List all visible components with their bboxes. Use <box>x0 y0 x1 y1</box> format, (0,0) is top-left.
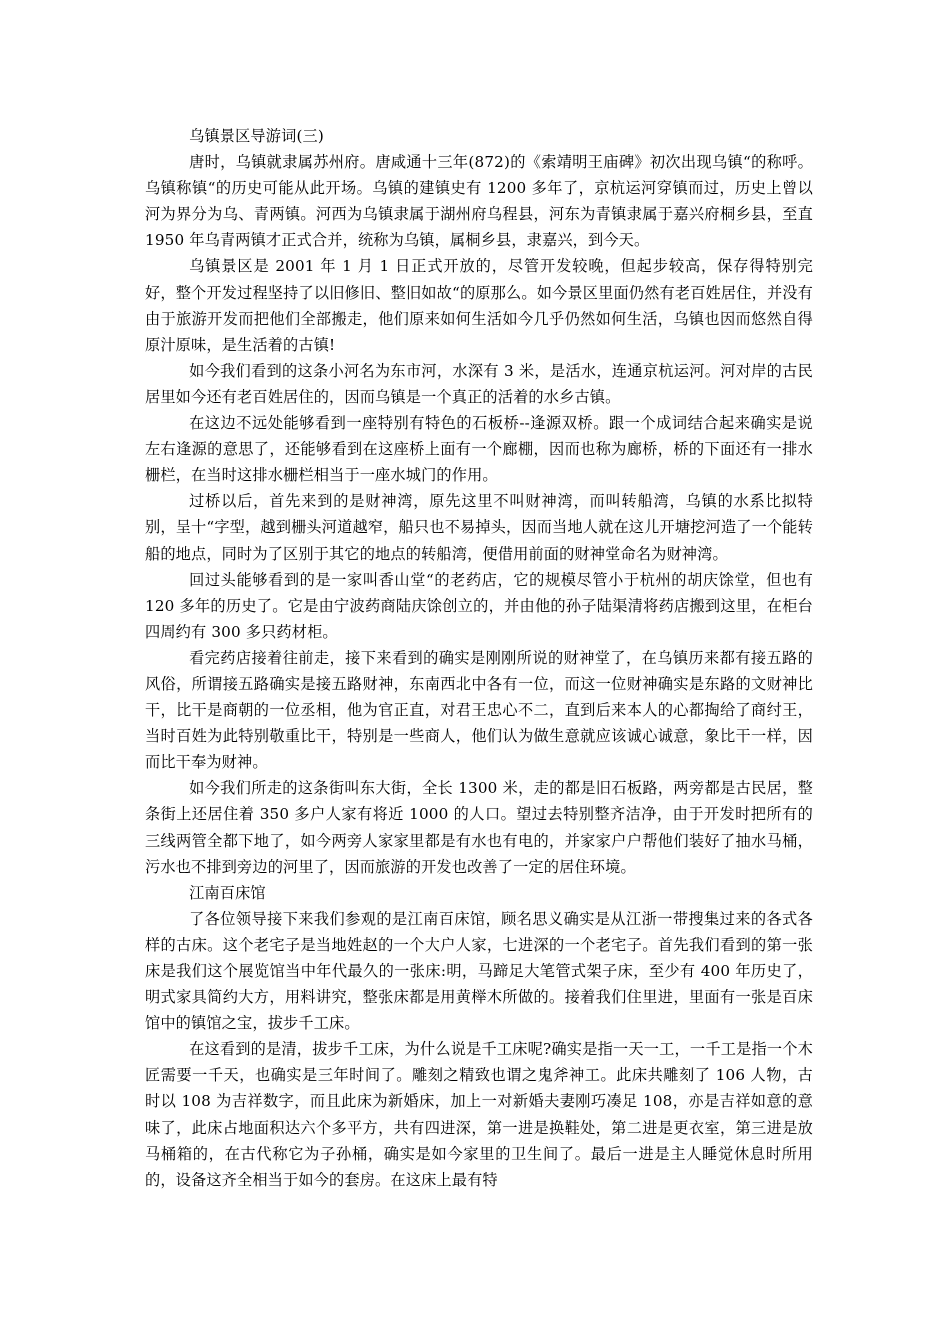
paragraph: 在这边不远处能够看到一座特别有特色的石板桥--逢源双桥。跟一个成词结合起来确实是说左右逢源的意思了，还能够看到在这座桥上面有一个廊棚，因而也称为廊桥，桥的下面还有一排水栅栏，在当时这排水栅栏相当于一座水城门的作用。 <box>145 414 813 485</box>
paragraph: 看完药店接着往前走，接下来看到的确实是刚刚所说的财神堂了，在乌镇历来都有接五路的风俗，所谓接五路确实是接五路财神，东南西北中各有一位，而这一位财神确实是东路的文财神比干，比干是商朝的一位丞相，他为官正直，对君王忠心不二，直到后来本人的心都掏给了商纣王，当时百姓为此特别敬重比干，特别是一些商人，他们认为做生意就应该诚心诚意，象比干一样，因而比干奉为财神。 <box>145 648 813 772</box>
paragraph: 乌镇景区是 2001 年 1 月 1 日正式开放的，尽管开发较晚，但起步较高，保存得特别完好，整个开发过程坚持了以旧修旧、整旧如故“的原那么。如今景区里面仍然有老百姓居住，并没有由于旅游开发而把他们全部搬走，他们原来如何生活如今几乎仍然如何生活，乌镇也因而悠然自得原汁原味，是生活着的古镇! <box>145 257 813 354</box>
paragraph: 如今我们看到的这条小河名为东市河，水深有 3 米，是活水，连通京杭运河。河对岸的古民居里如今还有老百姓居住的，因而乌镇是一个真正的活着的水乡古镇。 <box>145 361 813 406</box>
section-heading: 江南百床馆 <box>189 883 266 902</box>
paragraph: 在这看到的是清，拔步千工床，为什么说是千工床呢?确实是指一天一工，一千工是指一个木匠需要一千天，也确实是三年时间了。雕刻之精致也谓之鬼斧神工。此床共雕刻了 106 人物，古时以 108 为吉祥数字，而且此床为新婚床，加上一对新婚夫妻刚巧凑足 108，亦是吉祥如意的意味了，此床占地面积达六个多平方，共有四进深，第一进是换鞋处，第二进是更衣室，第三进是放马桶箱的，在古代称它为子孙桶，确实是如今家里的卫生间了。最后一进是主人睡觉休息时所用的，设备这齐全相当于如今的套房。在这床上最有特 <box>145 1040 813 1189</box>
document-page <box>145 123 813 1193</box>
paragraph: 回过头能够看到的是一家叫香山堂“的老药店，它的规模尽管小于杭州的胡庆馀堂，但也有 120 多年的历史了。它是由宁波药商陆庆馀创立的，并由他的孙子陆渠清将药店搬到这里，在柜台四周约有 300 多只药材柜。 <box>145 570 813 641</box>
paragraph: 过桥以后，首先来到的是财神湾，原先这里不叫财神湾，而叫转船湾，乌镇的水系比拟特别，呈十“字型，越到栅头河道越窄，船只也不易掉头，因而当地人就在这儿开塘挖河造了一个能转船的地点，同时为了区别于其它的地点的转船湾，便借用前面的财神堂命名为财神湾。 <box>145 492 813 563</box>
paragraph: 唐时，乌镇就隶属苏州府。唐咸通十三年(872)的《索靖明王庙碑》初次出现乌镇“的称呼。乌镇称镇“的历史可能从此开场。乌镇的建镇史有 1200 多年了，京杭运河穿镇而过，历史上曾以河为界分为乌、青两镇。河西为乌镇隶属于湖州府乌程县，河东为青镇隶属于嘉兴府桐乡县，至直 1950 年乌青两镇才正式合并，统称为乌镇，属桐乡县，隶嘉兴，到今天。 <box>145 153 813 250</box>
paragraph: 了各位领导接下来我们参观的是江南百床馆，顾名思义确实是从江浙一带搜集过来的各式各样的古床。这个老宅子是当地姓赵的一个大户人家，七进深的一个老宅子。首先我们看到的第一张床是我们这个展览馆当中年代最久的一张床:明，马蹄足大笔管式架子床，至少有 400 年历史了，明式家具简约大方，用料讲究，整张床都是用黄榉木所做的。接着我们住里进，里面有一张是百床馆中的镇馆之宝，拔步千工床。 <box>145 909 813 1033</box>
document-title: 乌镇景区导游词(三) <box>189 127 324 145</box>
paragraph: 如今我们所走的这条街叫东大街，全长 1300 米，走的都是旧石板路，两旁都是古民居，整条街上还居住着 350 多户人家有将近 1000 的人口。望过去特别整齐洁净，由于开发时把所有的三线两管全都下地了，如今两旁人家家里都是有水也有电的，并家家户户帮他们装好了抽水马桶，污水也不排到旁边的河里了，因而旅游的开发也改善了一定的居住环境。 <box>145 779 813 876</box>
